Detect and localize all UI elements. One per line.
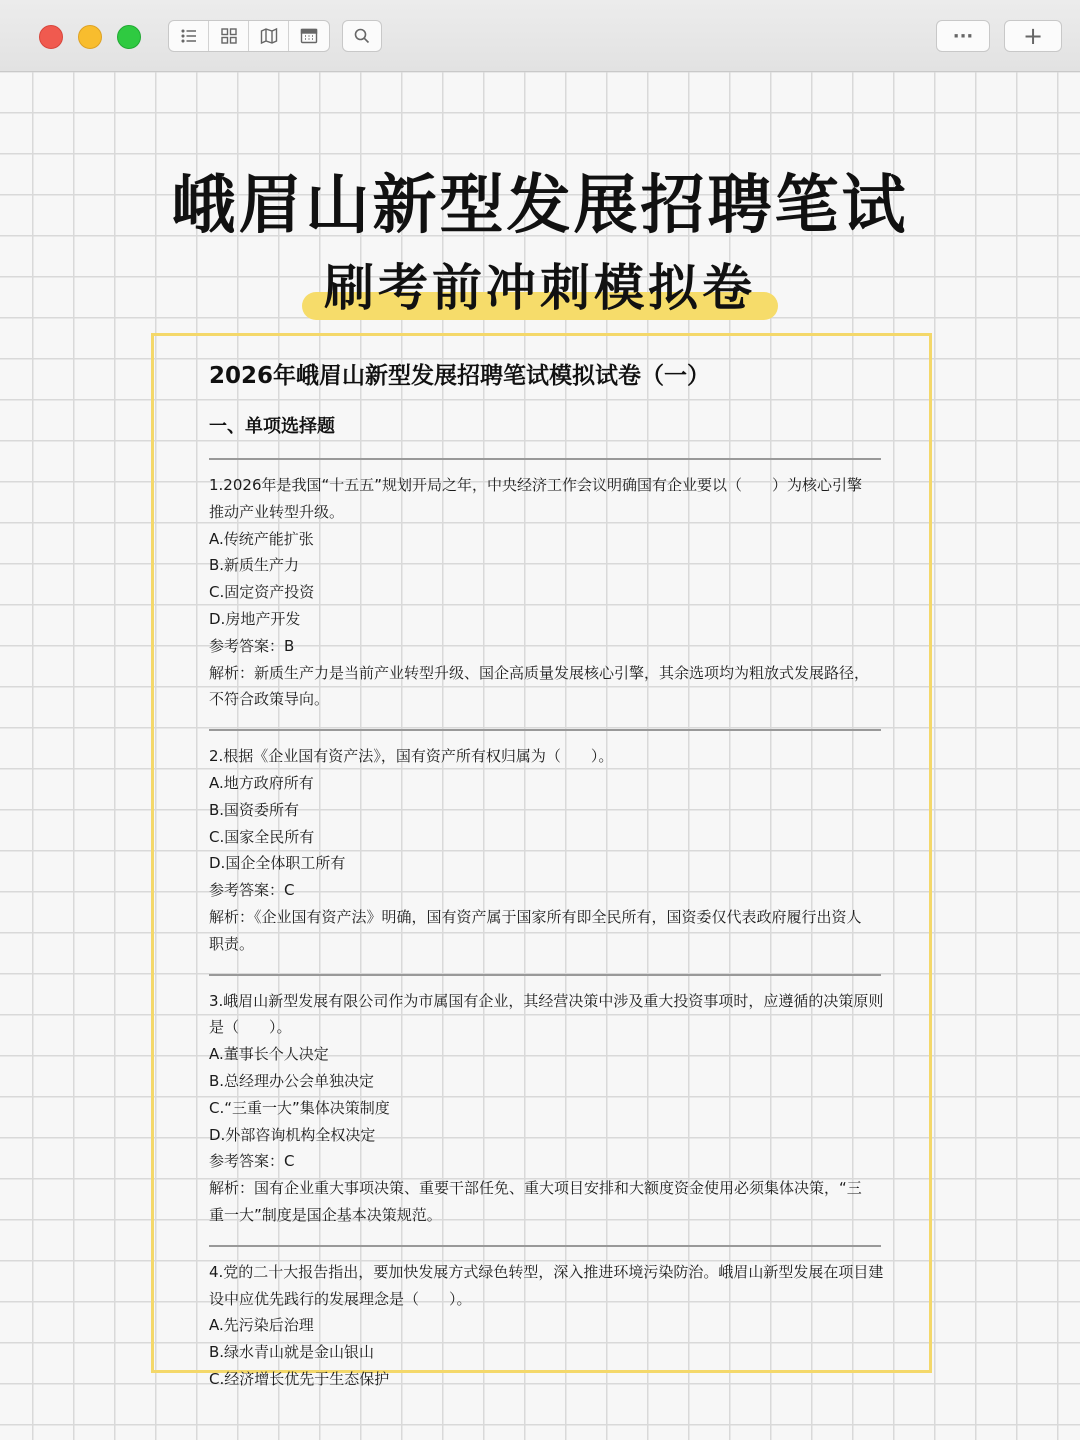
question-line: D.国企全体职工所有	[209, 854, 346, 873]
question-line: 3.峨眉山新型发展有限公司作为市属国有企业，其经营决策中涉及重大投资事项时，应遵循的决策原则	[209, 991, 884, 1010]
question-line: 4.党的二十大报告指出，要加快发展方式绿色转型，深入推进环境污染防治。峨眉山新型发展在项目建	[209, 1262, 884, 1281]
list-icon	[179, 26, 199, 46]
question-line: 1.2026年是我国“十五五”规划开局之年，中央经济工作会议明确国有企业要以（ ）为核心引擎	[209, 476, 863, 494]
grid-view-button[interactable]	[209, 21, 249, 51]
search-button[interactable]	[342, 20, 382, 52]
question-line: 解析：国有企业重大事项决策、重要干部任免、重大项目安排和大额度资金使用必须集体决策，“三	[209, 1179, 862, 1198]
add-button[interactable]	[1004, 20, 1062, 52]
question-line: C.“三重一大”集体决策制度	[209, 1098, 390, 1117]
question-divider	[209, 729, 881, 731]
exam-paper-content	[209, 354, 884, 1393]
map-icon	[259, 26, 279, 46]
question-line: A.传统产能扩张	[209, 529, 314, 548]
question-line: 参考答案：B	[209, 636, 295, 655]
calendar-view-button[interactable]	[289, 21, 329, 51]
question-line: A.先污染后治理	[209, 1316, 314, 1335]
zoom-window-button[interactable]	[117, 25, 141, 49]
question-block	[209, 988, 884, 1229]
question-divider	[209, 1245, 881, 1247]
question-line: B.绿水青山就是金山银山	[209, 1343, 375, 1362]
question-line: D.房地产开发	[209, 609, 301, 628]
question-line: 职责。	[209, 934, 255, 953]
question-line: B.国资委所有	[209, 800, 300, 819]
question-line: B.总经理办公会单独决定	[209, 1071, 375, 1090]
grid-icon	[219, 26, 239, 46]
question-line: 解析：《企业国有资产法》明确，国有资产属于国家所有即全民所有，国资委仅代表政府履行出资人	[209, 907, 862, 926]
search-icon	[352, 26, 372, 46]
section-title: 一、单项选择题	[209, 416, 335, 437]
subtitle-wrap	[0, 248, 1080, 320]
exam-paper	[151, 333, 932, 1388]
window-toolbar	[0, 0, 1080, 72]
question-block	[209, 472, 881, 713]
question-line: 参考答案：C	[209, 881, 295, 900]
page-title: 峨眉山新型发展招聘笔试	[171, 169, 909, 243]
question-line: B.新质生产力	[209, 556, 300, 575]
question-line: C.经济增长优先于生态保护	[209, 1369, 390, 1388]
page-subtitle: 刷考前冲刺模拟卷	[302, 248, 778, 320]
question-line: 解析：新质生产力是当前产业转型升级、国企高质量发展核心引擎，其余选项均为粗放式发展路径，	[209, 663, 870, 682]
question-line: 设中应优先践行的发展理念是（ ）。	[209, 1289, 472, 1308]
more-icon: ···	[952, 25, 974, 47]
question-line: 重一大”制度是国企基本决策规范。	[209, 1205, 442, 1224]
close-window-button[interactable]	[39, 25, 63, 49]
map-view-button[interactable]	[249, 21, 289, 51]
more-button[interactable]	[936, 20, 990, 52]
question-block	[209, 743, 881, 957]
question-line: 2.根据《企业国有资产法》，国有资产所有权归属为（ ）。	[209, 747, 614, 766]
question-line: C.国家全民所有	[209, 827, 315, 846]
question-line: 推动产业转型升级。	[209, 502, 345, 521]
question-line: 是（ ）。	[209, 1018, 292, 1037]
question-line: 参考答案：C	[209, 1152, 295, 1171]
add-icon: +	[1022, 22, 1044, 50]
question-line: A.董事长个人决定	[209, 1045, 329, 1064]
view-mode-group	[168, 20, 330, 52]
minimize-window-button[interactable]	[78, 25, 102, 49]
question-list	[209, 458, 884, 1393]
list-view-button[interactable]	[169, 21, 209, 51]
calendar-icon	[299, 26, 319, 46]
question-line: A.地方政府所有	[209, 773, 314, 792]
question-block	[209, 1259, 884, 1393]
question-line: C.固定资产投资	[209, 583, 315, 602]
question-line: 不符合政策导向。	[209, 690, 330, 709]
question-divider	[209, 458, 881, 460]
question-divider	[209, 974, 881, 976]
exam-title: 2026年峨眉山新型发展招聘笔试模拟试卷（一）	[209, 363, 711, 389]
question-line: D.外部咨询机构全权决定	[209, 1125, 376, 1144]
